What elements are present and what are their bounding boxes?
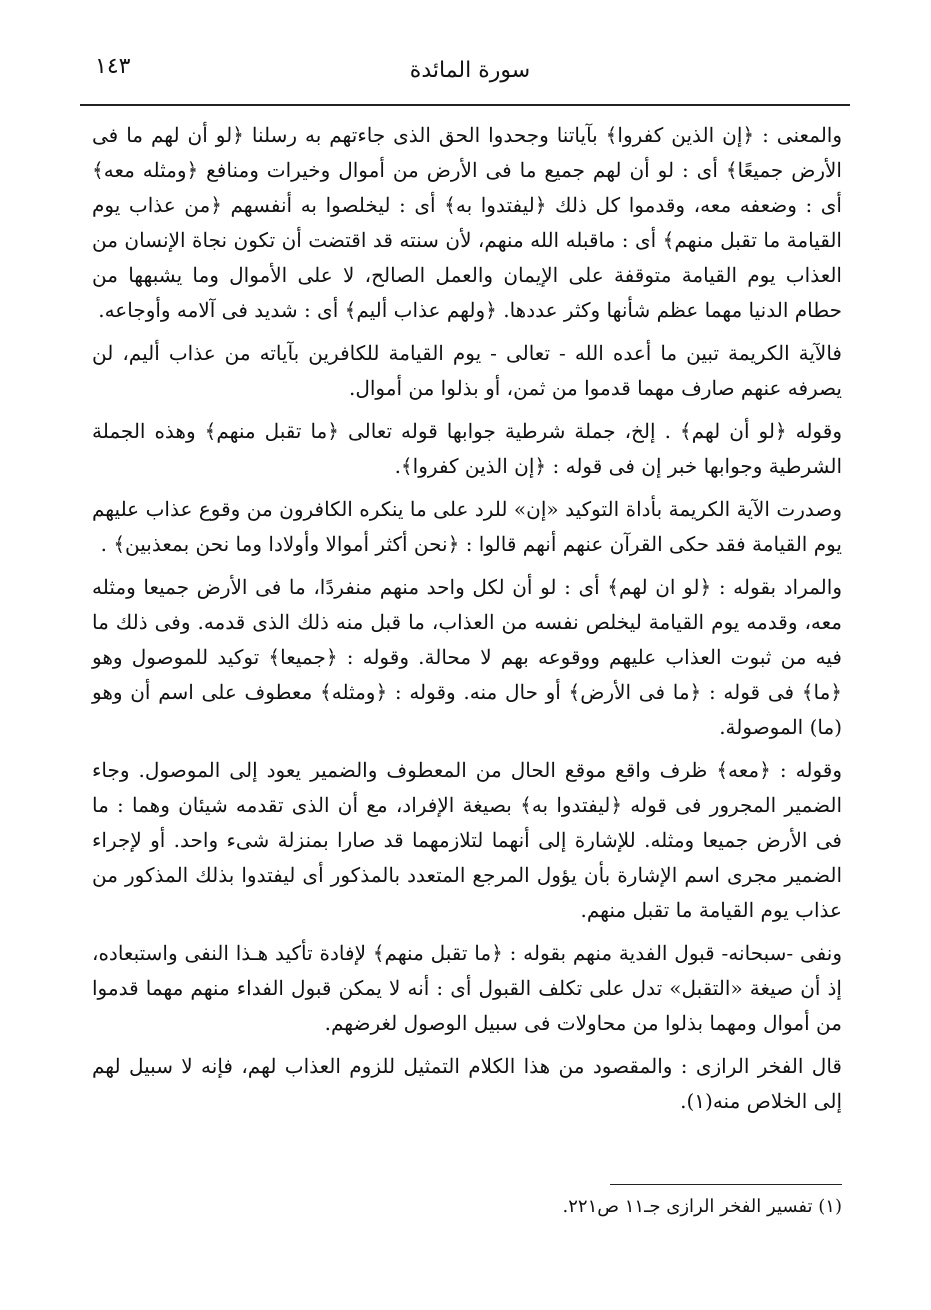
footnote: (١) تفسير الفخر الرازى جـ١١ ص٢٢١. <box>562 1196 842 1217</box>
tafsir-body <box>92 118 842 1127</box>
paragraph-meaning: والمعنى : ﴿إن الذين كفروا﴾ بآياتنا وجحدوا الحق الذى جاءتهم به رسلنا ﴿لو أن لهم ما فى الأرض جميعًا﴾ أى : لو أن لهم جميع ما فى الأرض من أموال وخيرات ومنافع ﴿ومثله معه﴾ أى : وضعفه معه، وقدموا كل ذلك ﴿ليفتدوا به﴾ أى : ليخلصوا به أنفسهم ﴿من عذاب يوم القيامة ما تقبل منهم﴾ أى : ماقبله الله منهم، لأن سنته قد اقتضت أن تكون نجاة الإنسان من العذاب يوم القيامة متوقفة على الإيمان والعمل الصالح، لا على الأموال وما يشبهها من حطام الدنيا مهما عظم شأنها وكثر عددها. ﴿ولهم عذاب أليم﴾ أى : شديد فى آلامه وأوجاعه. <box>92 123 842 322</box>
paragraph-razi-quote: قال الفخر الرازى : والمقصود من هذا الكلام التمثيل للزوم العذاب لهم، فإنه لا سبيل لهم إلى الخلاص منه(١). <box>92 1054 842 1113</box>
paragraph-meaning-detail: والمراد بقوله : ﴿لو ان لهم﴾ أى : لو أن لكل واحد منهم منفردًا، ما فى الأرض جميعا ومثله معه، وقدمه يوم القيامة ليخلص نفسه من العذاب، ما قبل منه ذلك الذى قدمه. وفى ذلك ما فيه من ثبوت العذاب عليهم ووقوعه بهم لا محالة. وقوله : ﴿جميعا﴾ توكيد للموصول وهو ﴿ما﴾ فى قوله : ﴿ما فى الأرض﴾ أو حال منه. وقوله : ﴿ومثله﴾ معطوف على اسم أن وهو (ما) الموصولة. <box>92 575 842 739</box>
paragraph-emphasis: وصدرت الآية الكريمة بأداة التوكيد «إن» للرد على ما ينكره الكافرون من وقوع عذاب عليهم يوم القيامة فقد حكى القرآن عنهم أنهم قالوا : ﴿نحن أكثر أموالا وأولادا وما نحن بمعذبين﴾ . <box>92 497 842 556</box>
page-number: ١٤٣ <box>95 54 131 79</box>
paragraph-negation: ونفى -سبحانه- قبول الفدية منهم بقوله : ﴿ما تقبل منهم﴾ لإفادة تأكيد هـذا النفى واستبعاده، إذ أن صيغة «التقبل» تدل على تكلف القبول أى : أنه لا يمكن قبول الفداء منهم مهما قدموا من أموال ومهما بذلوا من محاولات فى سبيل الوصول لغرضهم. <box>92 941 842 1035</box>
footnote-divider <box>610 1184 842 1185</box>
paragraph-grammar-conditional: وقوله ﴿لو أن لهم﴾ . إلخ، جملة شرطية جوابها قوله تعالى ﴿ما تقبل منهم﴾ وهذه الجملة الشرطية وجوابها خبر إن فى قوله : ﴿إن الذين كفروا﴾. <box>92 419 842 478</box>
page-header <box>95 52 845 98</box>
paragraph-pronoun: وقوله : ﴿معه﴾ ظرف واقع موقع الحال من المعطوف والضمير يعود إلى الموصول. وجاء الضمير المجرور فى قوله ﴿ليفتدوا به﴾ بصيغة الإفراد، مع أن الذى تقدمه شيئان وهما : ما فى الأرض جميعا ومثله. للإشارة إلى أنهما لتلازمهما قد صارا بمنزلة شىء واحد. أو لإجراء الضمير مجرى اسم الإشارة بأن يؤول المرجع المتعدد بالمذكور أى ليفتدوا بذلك المذكور من عذاب يوم القيامة ما تقبل منهم. <box>92 758 842 922</box>
paragraph-explanation: فالآية الكريمة تبين ما أعده الله - تعالى - يوم القيامة للكافرين بآياته من عذاب أليم، لن يصرفه عنهم صارف مهما قدموا من ثمن، أو بذلوا من أموال. <box>92 341 842 400</box>
surah-title: سورة المائدة <box>409 58 531 83</box>
header-divider <box>80 104 850 106</box>
